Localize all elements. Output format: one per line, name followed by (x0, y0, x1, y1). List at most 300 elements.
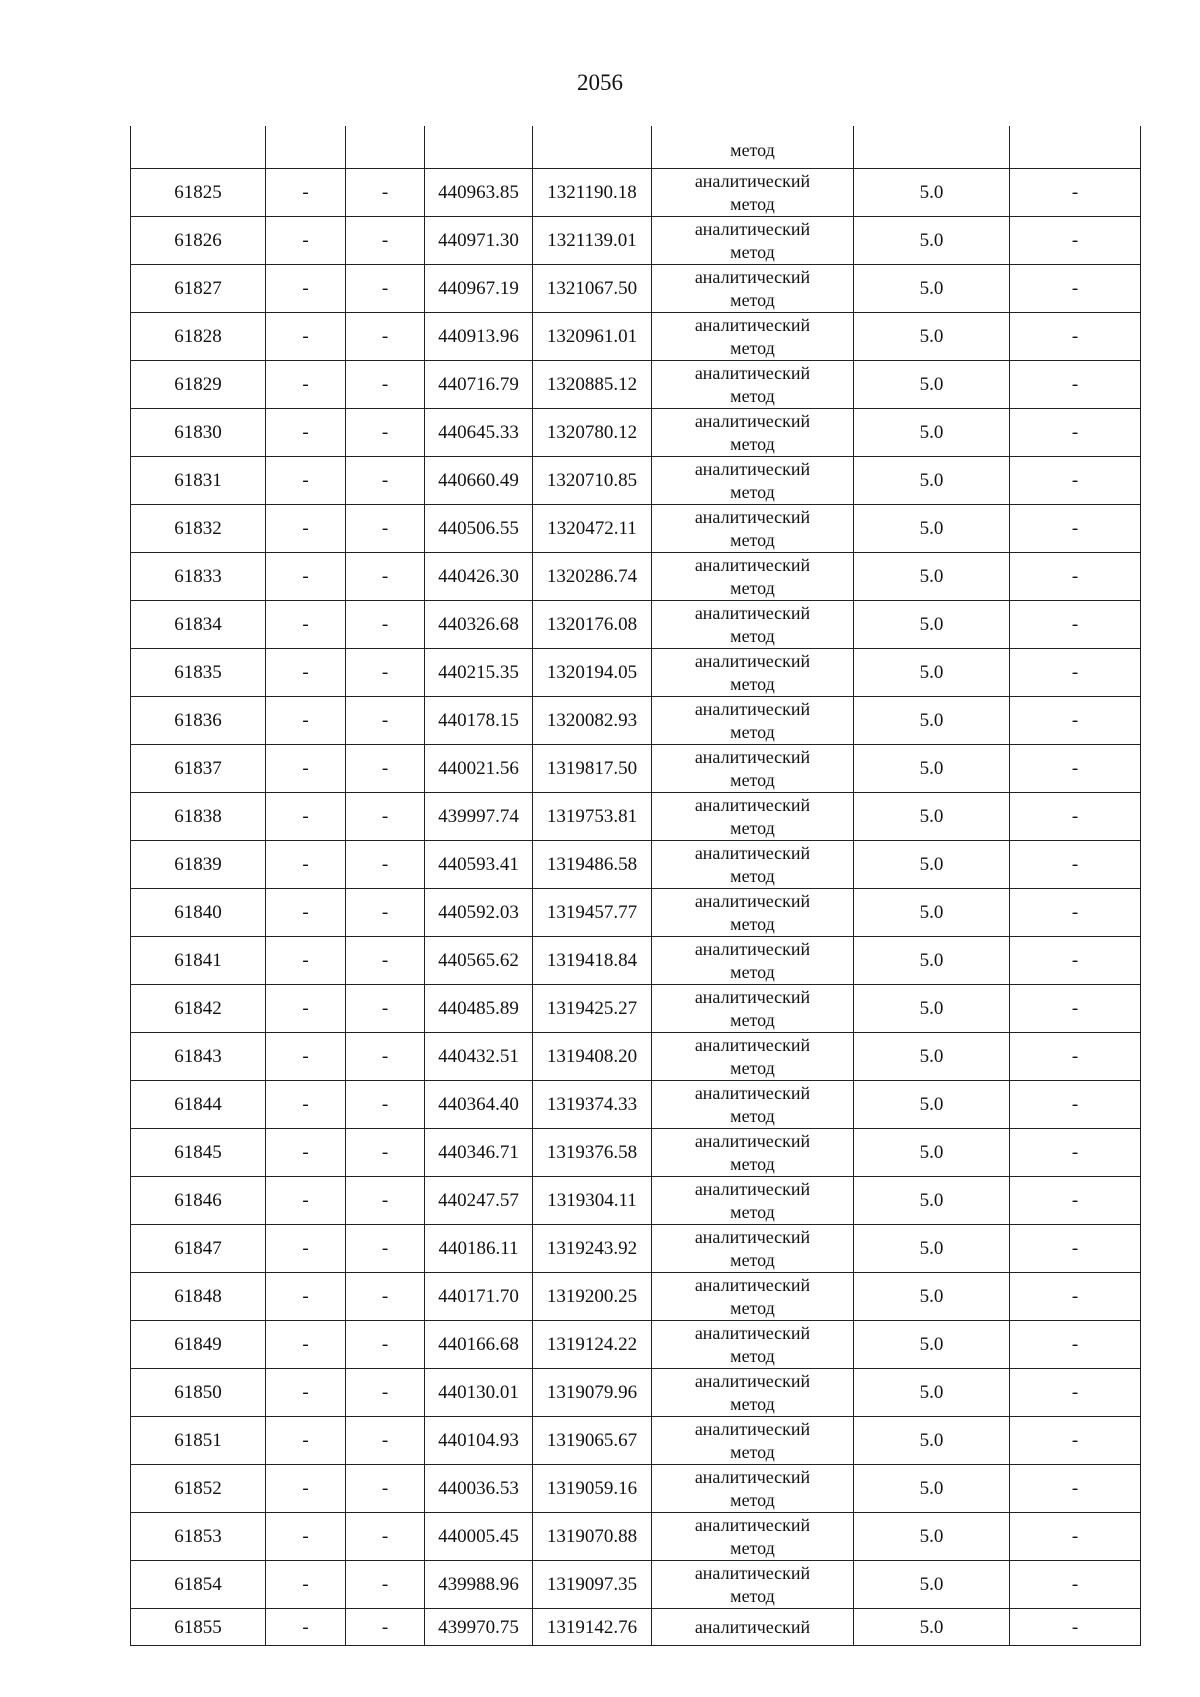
cell-col2: - (266, 601, 346, 649)
table-row (131, 1513, 1141, 1561)
cell-x: 440485.89 (425, 985, 533, 1033)
cell-col2: - (266, 1225, 346, 1273)
cell-x: 440364.40 (425, 1081, 533, 1129)
cell-col2: - (266, 937, 346, 985)
cell-x: 440178.15 (425, 697, 533, 745)
cell-method (652, 553, 854, 601)
cell-id: 61854 (131, 1561, 266, 1609)
coordinates-table (130, 126, 1141, 1646)
cell-col3: - (346, 1609, 425, 1646)
cell-y: 1319408.20 (533, 1033, 652, 1081)
method-line-2: метод (730, 433, 775, 454)
cell-accuracy: 5.0 (854, 697, 1010, 745)
cell-x: 440036.53 (425, 1465, 533, 1513)
cell-method (652, 793, 854, 841)
cell-col3 (346, 126, 425, 169)
cell-col3: - (346, 169, 425, 217)
cell-method (652, 985, 854, 1033)
cell-note: - (1010, 1513, 1141, 1561)
method-line-2: метод (730, 1537, 775, 1558)
table-row (131, 601, 1141, 649)
cell-id: 61848 (131, 1273, 266, 1321)
table-row (131, 1369, 1141, 1417)
method-line-1: аналитический (694, 1514, 811, 1535)
cell-y: 1319059.16 (533, 1465, 652, 1513)
method-line-2: метод (730, 817, 775, 838)
cell-method (652, 889, 854, 937)
cell-col3: - (346, 745, 425, 793)
cell-col3: - (346, 1273, 425, 1321)
cell-note: - (1010, 745, 1141, 793)
cell-y: 1320885.12 (533, 361, 652, 409)
method-line-1: аналитический (694, 1274, 811, 1295)
table-row (131, 1225, 1141, 1273)
method-line-2: метод (730, 193, 775, 214)
cell-id: 61841 (131, 937, 266, 985)
cell-y: 1319486.58 (533, 841, 652, 889)
method-line-1: аналитический (694, 1130, 811, 1151)
cell-note: - (1010, 1129, 1141, 1177)
method-line-2: метод (730, 241, 775, 262)
cell-id: 61827 (131, 265, 266, 313)
cell-method (652, 1033, 854, 1081)
cell-note: - (1010, 1273, 1141, 1321)
cell-col3: - (346, 409, 425, 457)
cell-note: - (1010, 889, 1141, 937)
method-line-1: аналитический (694, 890, 811, 911)
cell-accuracy: 5.0 (854, 937, 1010, 985)
cell-y: 1319065.67 (533, 1417, 652, 1465)
cell-col3: - (346, 361, 425, 409)
cell-accuracy: 5.0 (854, 649, 1010, 697)
cell-col2: - (266, 457, 346, 505)
cell-y: 1320472.11 (533, 505, 652, 553)
method-line-2: метод (730, 1585, 775, 1606)
cell-col2: - (266, 697, 346, 745)
method-line-1: аналитический (694, 362, 811, 383)
cell-accuracy: 5.0 (854, 1561, 1010, 1609)
cell-method (652, 1561, 854, 1609)
cell-id: 61833 (131, 553, 266, 601)
method-line-1: аналитический (694, 746, 811, 767)
table-row (131, 1129, 1141, 1177)
method-line-2: метод (730, 1345, 775, 1366)
cell-y: 1320961.01 (533, 313, 652, 361)
cell-accuracy: 5.0 (854, 361, 1010, 409)
cell-col3: - (346, 793, 425, 841)
cell-y: 1319425.27 (533, 985, 652, 1033)
cell-x: 440506.55 (425, 505, 533, 553)
table-row (131, 1273, 1141, 1321)
method-line-2: метод (730, 577, 775, 598)
cell-method (652, 217, 854, 265)
table-row (131, 553, 1141, 601)
cell-col2 (266, 126, 346, 169)
cell-col3: - (346, 1033, 425, 1081)
cell-accuracy (854, 126, 1010, 169)
cell-col3: - (346, 313, 425, 361)
cell-method (652, 937, 854, 985)
table-row-last (131, 1609, 1141, 1646)
cell-y: 1319304.11 (533, 1177, 652, 1225)
cell-note: - (1010, 217, 1141, 265)
cell-id: 61835 (131, 649, 266, 697)
cell-y: 1319817.50 (533, 745, 652, 793)
cell-y: 1319124.22 (533, 1321, 652, 1369)
cell-note: - (1010, 1465, 1141, 1513)
cell-x: 440186.11 (425, 1225, 533, 1273)
table-row (131, 985, 1141, 1033)
table-row-continued (131, 126, 1141, 169)
cell-note: - (1010, 361, 1141, 409)
cell-x: 440346.71 (425, 1129, 533, 1177)
cell-accuracy: 5.0 (854, 745, 1010, 793)
cell-col3: - (346, 937, 425, 985)
cell-method (652, 1417, 854, 1465)
method-line-2: метод (730, 1105, 775, 1126)
cell-note: - (1010, 697, 1141, 745)
cell-id: 61834 (131, 601, 266, 649)
cell-method (652, 409, 854, 457)
cell-method (652, 505, 854, 553)
method-line-1: аналитический (694, 842, 811, 863)
cell-id: 61838 (131, 793, 266, 841)
method-line-2: метод (730, 1393, 775, 1414)
method-line-1: аналитический (694, 1034, 811, 1055)
cell-id: 61840 (131, 889, 266, 937)
cell-col2: - (266, 1417, 346, 1465)
cell-note: - (1010, 1225, 1141, 1273)
cell-note: - (1010, 937, 1141, 985)
cell-id: 61852 (131, 1465, 266, 1513)
cell-id (131, 126, 266, 169)
cell-note: - (1010, 553, 1141, 601)
method-line-1: аналитический (694, 1418, 811, 1439)
cell-method (652, 601, 854, 649)
cell-id: 61855 (131, 1609, 266, 1646)
cell-x: 440426.30 (425, 553, 533, 601)
cell-col2: - (266, 553, 346, 601)
cell-x: 440166.68 (425, 1321, 533, 1369)
cell-note: - (1010, 457, 1141, 505)
cell-y: 1320082.93 (533, 697, 652, 745)
cell-accuracy: 5.0 (854, 601, 1010, 649)
cell-accuracy: 5.0 (854, 169, 1010, 217)
cell-accuracy: 5.0 (854, 1129, 1010, 1177)
cell-x: 440963.85 (425, 169, 533, 217)
cell-col2: - (266, 1321, 346, 1369)
cell-col3: - (346, 1129, 425, 1177)
method-line-1: аналитический (694, 266, 811, 287)
cell-note: - (1010, 1081, 1141, 1129)
table-row (131, 649, 1141, 697)
table-row (131, 697, 1141, 745)
cell-col2: - (266, 985, 346, 1033)
table-row (131, 1417, 1141, 1465)
cell-id: 61826 (131, 217, 266, 265)
cell-col3: - (346, 1081, 425, 1129)
cell-x: 440247.57 (425, 1177, 533, 1225)
method-line-2: метод (730, 913, 775, 934)
cell-col3: - (346, 1177, 425, 1225)
cell-note: - (1010, 1177, 1141, 1225)
cell-accuracy: 5.0 (854, 1081, 1010, 1129)
cell-col3: - (346, 1465, 425, 1513)
cell-y: 1319097.35 (533, 1561, 652, 1609)
method-line-1: аналитический (694, 458, 811, 479)
cell-x: 440593.41 (425, 841, 533, 889)
method-line-2: метод (730, 1441, 775, 1462)
cell-x: 440660.49 (425, 457, 533, 505)
method-line-2: метод (730, 865, 775, 886)
cell-y: 1319142.76 (533, 1609, 652, 1646)
method-line-2: метод (730, 625, 775, 646)
cell-accuracy: 5.0 (854, 217, 1010, 265)
cell-col3: - (346, 601, 425, 649)
method-line-2: метод (730, 1057, 775, 1078)
cell-col2: - (266, 1177, 346, 1225)
cell-col2: - (266, 745, 346, 793)
cell-x: 439970.75 (425, 1609, 533, 1646)
cell-note: - (1010, 409, 1141, 457)
cell-note: - (1010, 1609, 1141, 1646)
cell-accuracy: 5.0 (854, 889, 1010, 937)
method-line-1: аналитический (694, 698, 811, 719)
table-row (131, 745, 1141, 793)
cell-x: 440005.45 (425, 1513, 533, 1561)
cell-id: 61831 (131, 457, 266, 505)
cell-col3: - (346, 1225, 425, 1273)
cell-accuracy: 5.0 (854, 1417, 1010, 1465)
method-line-2: метод (730, 1297, 775, 1318)
cell-method (652, 1321, 854, 1369)
method-line-2: метод (730, 337, 775, 358)
cell-y: 1320710.85 (533, 457, 652, 505)
cell-accuracy: 5.0 (854, 1369, 1010, 1417)
cell-col3: - (346, 841, 425, 889)
cell-x: 440592.03 (425, 889, 533, 937)
cell-y: 1320780.12 (533, 409, 652, 457)
method-line-1: аналитический (694, 1370, 811, 1391)
cell-y: 1319418.84 (533, 937, 652, 985)
cell-col3: - (346, 1369, 425, 1417)
cell-x: 440716.79 (425, 361, 533, 409)
cell-accuracy: 5.0 (854, 793, 1010, 841)
cell-x: 440565.62 (425, 937, 533, 985)
cell-id: 61837 (131, 745, 266, 793)
cell-col2: - (266, 505, 346, 553)
cell-y: 1319376.58 (533, 1129, 652, 1177)
method-line-2: метод (730, 721, 775, 742)
cell-id: 61843 (131, 1033, 266, 1081)
cell-x: 440215.35 (425, 649, 533, 697)
cell-col2: - (266, 1081, 346, 1129)
cell-accuracy: 5.0 (854, 553, 1010, 601)
cell-note: - (1010, 169, 1141, 217)
method-line-1: аналитический (694, 1322, 811, 1343)
cell-id: 61830 (131, 409, 266, 457)
cell-accuracy: 5.0 (854, 1609, 1010, 1646)
cell-method (652, 841, 854, 889)
method-line-2: метод (730, 1249, 775, 1270)
cell-method (652, 649, 854, 697)
cell-method (652, 1513, 854, 1561)
cell-accuracy: 5.0 (854, 1321, 1010, 1369)
method-line-1: аналитический (694, 794, 811, 815)
table-row (131, 505, 1141, 553)
method-line-1: аналитический (694, 554, 811, 575)
cell-id: 61851 (131, 1417, 266, 1465)
cell-x: 439997.74 (425, 793, 533, 841)
table-row (131, 361, 1141, 409)
cell-y: 1320194.05 (533, 649, 652, 697)
cell-col2: - (266, 1561, 346, 1609)
table-row (131, 1561, 1141, 1609)
table-row (131, 1033, 1141, 1081)
cell-accuracy: 5.0 (854, 841, 1010, 889)
cell-y: 1319457.77 (533, 889, 652, 937)
cell-col2: - (266, 313, 346, 361)
method-line-1: аналитический (694, 650, 811, 671)
cell-x: 440104.93 (425, 1417, 533, 1465)
cell-id: 61825 (131, 169, 266, 217)
method-line-2: метод (730, 1489, 775, 1510)
method-line-2: метод (730, 529, 775, 550)
cell-y: 1319070.88 (533, 1513, 652, 1561)
cell-method (652, 697, 854, 745)
cell-method (652, 457, 854, 505)
cell-col2: - (266, 409, 346, 457)
cell-y: 1320286.74 (533, 553, 652, 601)
cell-accuracy: 5.0 (854, 1177, 1010, 1225)
table-row (131, 409, 1141, 457)
cell-note (1010, 126, 1141, 169)
cell-note: - (1010, 265, 1141, 313)
cell-id: 61853 (131, 1513, 266, 1561)
cell-col2: - (266, 217, 346, 265)
table-row (131, 1465, 1141, 1513)
cell-col2: - (266, 169, 346, 217)
method-line-2: метод (730, 1201, 775, 1222)
cell-y (533, 126, 652, 169)
method-line-1: аналитический (694, 1562, 811, 1583)
cell-x: 440913.96 (425, 313, 533, 361)
method-line-1: аналитический (694, 170, 811, 191)
cell-note: - (1010, 1369, 1141, 1417)
cell-y: 1321139.01 (533, 217, 652, 265)
cell-x: 440432.51 (425, 1033, 533, 1081)
method-line-2: метод (730, 769, 775, 790)
cell-col3: - (346, 1321, 425, 1369)
method-line-2: метод (730, 1153, 775, 1174)
method-line-1: аналитический (694, 938, 811, 959)
table-row (131, 1081, 1141, 1129)
cell-id: 61844 (131, 1081, 266, 1129)
cell-col3: - (346, 1513, 425, 1561)
cell-method: метод (652, 126, 854, 169)
cell-note: - (1010, 1033, 1141, 1081)
method-line-2: метод (730, 481, 775, 502)
cell-col2: - (266, 841, 346, 889)
cell-id: 61829 (131, 361, 266, 409)
cell-note: - (1010, 1561, 1141, 1609)
cell-col3: - (346, 697, 425, 745)
cell-note: - (1010, 841, 1141, 889)
table-row (131, 265, 1141, 313)
cell-method (652, 1129, 854, 1177)
cell-id: 61849 (131, 1321, 266, 1369)
cell-accuracy: 5.0 (854, 1513, 1010, 1561)
cell-id: 61847 (131, 1225, 266, 1273)
cell-method (652, 1465, 854, 1513)
cell-x: 440645.33 (425, 409, 533, 457)
cell-accuracy: 5.0 (854, 505, 1010, 553)
method-line-2: метод (730, 1009, 775, 1030)
cell-col2: - (266, 1513, 346, 1561)
cell-id: 61836 (131, 697, 266, 745)
cell-x: 440130.01 (425, 1369, 533, 1417)
cell-method (652, 361, 854, 409)
cell-col2: - (266, 265, 346, 313)
cell-id: 61842 (131, 985, 266, 1033)
method-line-1: аналитический (694, 602, 811, 623)
cell-y: 1319374.33 (533, 1081, 652, 1129)
method-line-1: аналитический (694, 506, 811, 527)
table-row (131, 169, 1141, 217)
method-line-2: метод (730, 289, 775, 310)
cell-method (652, 1177, 854, 1225)
cell-col2: - (266, 1465, 346, 1513)
cell-col3: - (346, 1561, 425, 1609)
page-number: 2056 (577, 70, 623, 95)
cell-id: 61839 (131, 841, 266, 889)
cell-method (652, 1081, 854, 1129)
method-line-2: метод (730, 961, 775, 982)
cell-x (425, 126, 533, 169)
cell-accuracy: 5.0 (854, 409, 1010, 457)
cell-note: - (1010, 1417, 1141, 1465)
cell-col3: - (346, 649, 425, 697)
table-row (131, 1321, 1141, 1369)
cell-accuracy: 5.0 (854, 1465, 1010, 1513)
cell-accuracy: 5.0 (854, 985, 1010, 1033)
table-row (131, 217, 1141, 265)
method-line-2: метод (730, 673, 775, 694)
cell-col3: - (346, 553, 425, 601)
cell-id: 61850 (131, 1369, 266, 1417)
cell-note: - (1010, 793, 1141, 841)
method-line-1: аналитический (694, 1082, 811, 1103)
cell-accuracy: 5.0 (854, 1225, 1010, 1273)
cell-col2: - (266, 889, 346, 937)
cell-accuracy: 5.0 (854, 313, 1010, 361)
cell-method: аналитический (652, 1609, 854, 1646)
cell-id: 61828 (131, 313, 266, 361)
cell-x: 440326.68 (425, 601, 533, 649)
table-row (131, 313, 1141, 361)
cell-col2: - (266, 361, 346, 409)
cell-col2: - (266, 1273, 346, 1321)
cell-x: 440171.70 (425, 1273, 533, 1321)
cell-method (652, 1273, 854, 1321)
cell-col2: - (266, 649, 346, 697)
cell-y: 1319243.92 (533, 1225, 652, 1273)
cell-col3: - (346, 889, 425, 937)
method-line-1: аналитический (694, 410, 811, 431)
table-row (131, 937, 1141, 985)
cell-note: - (1010, 985, 1141, 1033)
cell-method (652, 169, 854, 217)
